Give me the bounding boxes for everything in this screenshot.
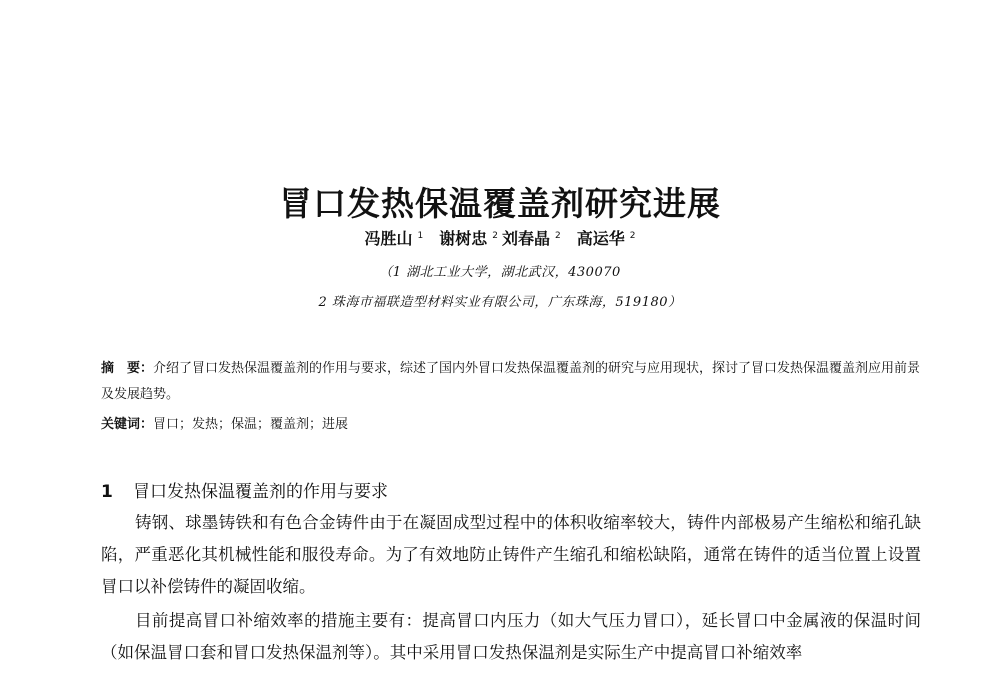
author: [577, 226, 636, 249]
author: [502, 226, 561, 249]
author-name: 刘春晶: [502, 229, 551, 248]
body-paragraph: 目前提高冒口补缩效率的措施主要有：提高冒口内压力（如大气压力冒口），延长冒口中金属液的保温时间（如保温冒口套和冒口发热保温剂等）。其中采用冒口发热保温剂是实际生产中提高冒口补缩效率: [101, 611, 921, 662]
affiliation-line: （1 湖北工业大学，湖北武汉，430070: [379, 265, 621, 280]
section-title: 冒口发热保温覆盖剂的作用与要求: [133, 482, 388, 502]
author-name: 谢树忠: [439, 229, 488, 248]
section-heading: [101, 477, 388, 502]
author-affiliation-mark: 1: [417, 231, 424, 241]
author-list: [0, 226, 1000, 249]
abstract-label: 摘 要：: [101, 361, 154, 376]
paper-title: 冒口发热保温覆盖剂研究进展: [279, 184, 721, 224]
author-name: 冯胜山: [364, 229, 413, 248]
keywords: [101, 413, 348, 432]
author: [439, 226, 498, 249]
body-paragraph: 铸钢、球墨铸铁和有色合金铸件由于在凝固成型过程中的体积收缩率较大，铸件内部极易产生缩松和缩孔缺陷，严重恶化其机械性能和服役寿命。为了有效地防止铸件产生缩孔和缩松缺陷，通常在铸件的适当位置上设置冒口以补偿铸件的凝固收缩。: [101, 513, 921, 596]
author-name: 高运华: [576, 229, 625, 248]
affiliation-line: 2 珠海市福联造型材料实业有限公司，广东珠海，519180）: [318, 295, 682, 310]
abstract: [101, 356, 921, 408]
author-affiliation-mark: 2: [629, 231, 636, 241]
author: [365, 226, 424, 249]
author-affiliation-mark: 2: [555, 231, 561, 241]
keywords-text: 冒口；发热；保温；覆盖剂；进展: [153, 417, 349, 432]
author-affiliation-mark: 2: [492, 231, 498, 241]
abstract-text: 介绍了冒口发热保温覆盖剂的作用与要求，综述了国内外冒口发热保温覆盖剂的研究与应用现状，探讨了冒口发热保温覆盖剂应用前景及发展趋势。: [101, 361, 921, 402]
section-number: 1: [101, 482, 113, 502]
keywords-label: 关键词：: [101, 417, 154, 432]
